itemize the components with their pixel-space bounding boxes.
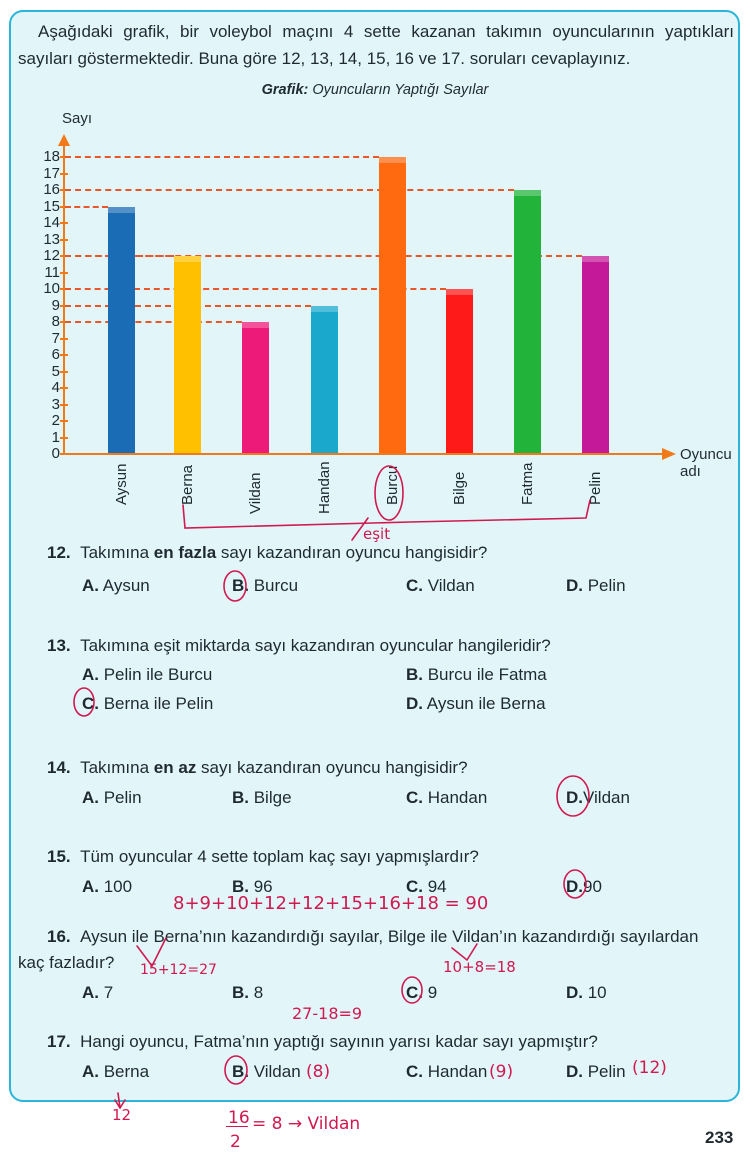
q12-option-b[interactable] [232, 576, 298, 596]
q17-option-c[interactable] [406, 1062, 487, 1082]
handwriting-q15-sum: 8+9+10+12+12+15+16+18 = 90 [173, 893, 489, 914]
x-axis-label: Oyuncu adı [680, 446, 732, 480]
x-axis-arrow-icon [662, 448, 676, 460]
option-text: 10 [583, 983, 607, 1002]
option-text: Bilge [249, 788, 292, 807]
option-text: Berna ile Pelin [99, 694, 214, 713]
option-letter: B. [232, 983, 249, 1002]
q16-option-a[interactable] [82, 983, 113, 1003]
chart-title-prefix: Grafik: [261, 82, 309, 98]
fraction-bar [226, 1126, 248, 1127]
option-letter: B. [232, 788, 249, 807]
question-number: 17. [47, 1032, 71, 1051]
q16-option-c[interactable] [406, 983, 437, 1003]
q13-option-d[interactable] [406, 694, 546, 714]
bar-pelin [582, 256, 609, 454]
y-tick-label: 2 [51, 412, 60, 429]
option-text: 94 [423, 877, 447, 896]
question-text: Tüm oyuncular 4 sette toplam kaç sayı yapmışlardır? [80, 847, 479, 866]
option-letter: C. [82, 694, 99, 713]
x-tick-label: Handan [316, 461, 333, 514]
bar-burcu [379, 157, 406, 454]
option-text: Vildan [583, 788, 630, 807]
option-text: Pelin [99, 788, 142, 807]
x-tick-label: Fatma [519, 462, 536, 505]
y-tick-label: 13 [43, 230, 60, 248]
question-text: Takımına [80, 543, 154, 562]
option-letter: D. [566, 1062, 583, 1081]
option-text: 100 [99, 877, 133, 896]
question-text: sayı kazandıran oyuncu hangisidir? [216, 543, 488, 562]
handwriting-q17-handan: (9) [489, 1062, 514, 1082]
y-tick-label: 3 [51, 395, 60, 413]
bar-handan [311, 306, 338, 455]
question-emphasis: en fazla [153, 543, 217, 562]
y-tick-label: 4 [51, 379, 60, 396]
y-tick-label: 15 [43, 197, 60, 215]
option-text: Vildan [249, 1062, 301, 1081]
handwriting-q17-pelin: (12) [632, 1058, 667, 1078]
q17-option-b[interactable] [232, 1062, 301, 1082]
guide-line [65, 321, 242, 323]
question-text: Aysun ile Berna’nın kazandırdığı sayılar, Bilge ile Vildan’ın kazandırdığı sayılardan [80, 927, 699, 946]
option-text: Handan [423, 1062, 488, 1081]
option-letter: B. [232, 576, 249, 595]
question-17 [47, 1032, 598, 1052]
question-14 [47, 758, 468, 778]
handwriting-q16-right: 10+8=18 [443, 958, 516, 976]
guide-line [65, 206, 108, 208]
y-axis-arrow-icon [58, 134, 70, 146]
handwriting-q17-vildan: (8) [306, 1062, 331, 1082]
x-tick-label: Burcu [384, 465, 401, 505]
option-letter: D. [566, 576, 583, 595]
option-text: Burcu [249, 576, 299, 595]
bar-fatma [514, 190, 541, 454]
intro-text: Aşağıdaki grafik, bir voleybol maçını 4 sette kazanan takımın oyuncularının yaptıkları sayıları göstermektedir. Buna göre 12, 13, 14, 15, 16 ve 17. soruları cevaplayınız. [18, 22, 734, 68]
y-axis [63, 140, 65, 455]
option-letter: C. [406, 983, 423, 1002]
q17-option-a[interactable] [82, 1062, 149, 1082]
handwriting-q16-diff: 27-18=9 [292, 1004, 363, 1023]
q16-option-b[interactable] [232, 983, 263, 1003]
guide-line [65, 255, 582, 257]
handwriting-q17-calc-rest: = 8 → Vildan [252, 1114, 361, 1134]
q16-option-d[interactable] [566, 983, 607, 1003]
handwriting-q16-left: 15+12=27 [140, 962, 217, 978]
y-tick-label: 16 [43, 181, 60, 198]
q12-option-a[interactable] [82, 576, 150, 596]
bar-aysun [108, 207, 135, 455]
option-text: 9 [423, 983, 438, 1002]
option-letter: C. [406, 877, 423, 896]
y-tick-label: 17 [43, 164, 60, 182]
y-tick-label: 9 [51, 296, 60, 314]
question-15 [47, 847, 479, 867]
y-tick-label: 10 [43, 280, 60, 297]
y-tick-label: 18 [43, 148, 60, 165]
q13-option-a[interactable] [82, 665, 212, 685]
bar-bilge [446, 289, 473, 454]
option-letter: A. [82, 576, 99, 595]
option-letter: B. [232, 1062, 249, 1081]
handwriting-esit: eşit [363, 525, 391, 543]
bar-chart [0, 0, 750, 560]
guide-line [65, 156, 379, 158]
q12-option-d[interactable] [566, 576, 626, 596]
option-letter: D. [566, 877, 583, 896]
option-text: 96 [249, 877, 273, 896]
question-13 [47, 636, 551, 656]
x-tick-label: Berna [179, 464, 196, 505]
q13-option-c[interactable] [82, 694, 213, 714]
q17-option-d[interactable] [566, 1062, 626, 1082]
option-letter: A. [82, 983, 99, 1002]
question-16-line2: kaç fazladır? [18, 953, 115, 972]
option-letter: A. [82, 1062, 99, 1081]
option-text: Pelin [583, 576, 626, 595]
option-text: Handan [423, 788, 488, 807]
question-number: 15. [47, 847, 71, 866]
option-letter: B. [232, 877, 249, 896]
question-12 [47, 543, 487, 563]
question-number: 16. [47, 927, 71, 946]
question-16 [47, 927, 698, 947]
question-number: 13. [47, 636, 71, 655]
option-text: Aysun [99, 576, 150, 595]
option-letter: C. [406, 788, 423, 807]
option-text: Aysun ile Berna [423, 694, 546, 713]
y-tick-label: 11 [44, 263, 60, 281]
question-number: 14. [47, 758, 71, 777]
option-letter: C. [406, 1062, 423, 1081]
guide-line [65, 189, 514, 191]
y-tick-label: 12 [43, 247, 60, 264]
option-text: 8 [249, 983, 264, 1002]
option-text: Pelin ile Burcu [99, 665, 213, 684]
q15-option-d[interactable] [566, 877, 602, 897]
x-tick-label: Vildan [247, 472, 264, 514]
q12-option-c[interactable] [406, 576, 475, 596]
q13-option-b[interactable] [406, 665, 547, 685]
question-text: Takımına [80, 758, 154, 777]
bar-berna [174, 256, 201, 454]
q14-option-b[interactable] [232, 788, 292, 808]
option-letter: A. [82, 665, 99, 684]
option-letter: A. [82, 877, 99, 896]
option-letter: B. [406, 665, 423, 684]
y-tick-label: 8 [51, 313, 60, 330]
page-number: 233 [705, 1128, 734, 1147]
handwriting-q17-calc-den: 2 [230, 1132, 241, 1152]
x-tick-label: Aysun [113, 463, 130, 505]
x-axis [63, 453, 665, 455]
option-letter: C. [406, 576, 423, 595]
y-tick-label: 5 [51, 362, 60, 380]
handwriting-q17-calc-num: 16 [228, 1108, 250, 1128]
option-letter: D. [406, 694, 423, 713]
option-text: Burcu ile Fatma [423, 665, 547, 684]
x-tick-label: Bilge [451, 471, 468, 505]
question-text: Hangi oyuncu, Fatma’nın yaptığı sayının yarısı kadar sayı yapmıştır? [80, 1032, 598, 1051]
option-text: 7 [99, 983, 114, 1002]
handwriting-q17-berna: 12 [112, 1106, 132, 1124]
y-tick-label: 6 [51, 346, 60, 363]
y-tick-label: 0 [51, 445, 60, 462]
question-number: 12. [47, 543, 71, 562]
option-letter: A. [82, 788, 99, 807]
option-text: Vildan [423, 576, 475, 595]
y-tick-label: 14 [43, 214, 60, 231]
bar-vildan [242, 322, 269, 454]
q14-option-c[interactable] [406, 788, 487, 808]
y-tick-label: 7 [51, 329, 60, 347]
option-text: Pelin [583, 1062, 626, 1081]
option-letter: D. [566, 983, 583, 1002]
option-text: 90 [583, 877, 602, 896]
question-text: sayı kazandıran oyuncu hangisidir? [196, 758, 468, 777]
q14-option-d[interactable] [566, 788, 630, 808]
x-tick-label: Pelin [587, 471, 604, 505]
chart-title-text: Oyuncuların Yaptığı Sayılar [308, 82, 489, 98]
q14-option-a[interactable] [82, 788, 142, 808]
question-text: Takımına eşit miktarda sayı kazandıran oyuncular hangileridir? [80, 636, 551, 655]
option-text: Berna [99, 1062, 150, 1081]
y-tick-label: 1 [51, 428, 60, 446]
question-emphasis: en az [153, 758, 197, 777]
y-axis-label: Sayı [62, 110, 93, 127]
option-letter: D. [566, 788, 583, 807]
q15-option-a[interactable] [82, 877, 132, 897]
